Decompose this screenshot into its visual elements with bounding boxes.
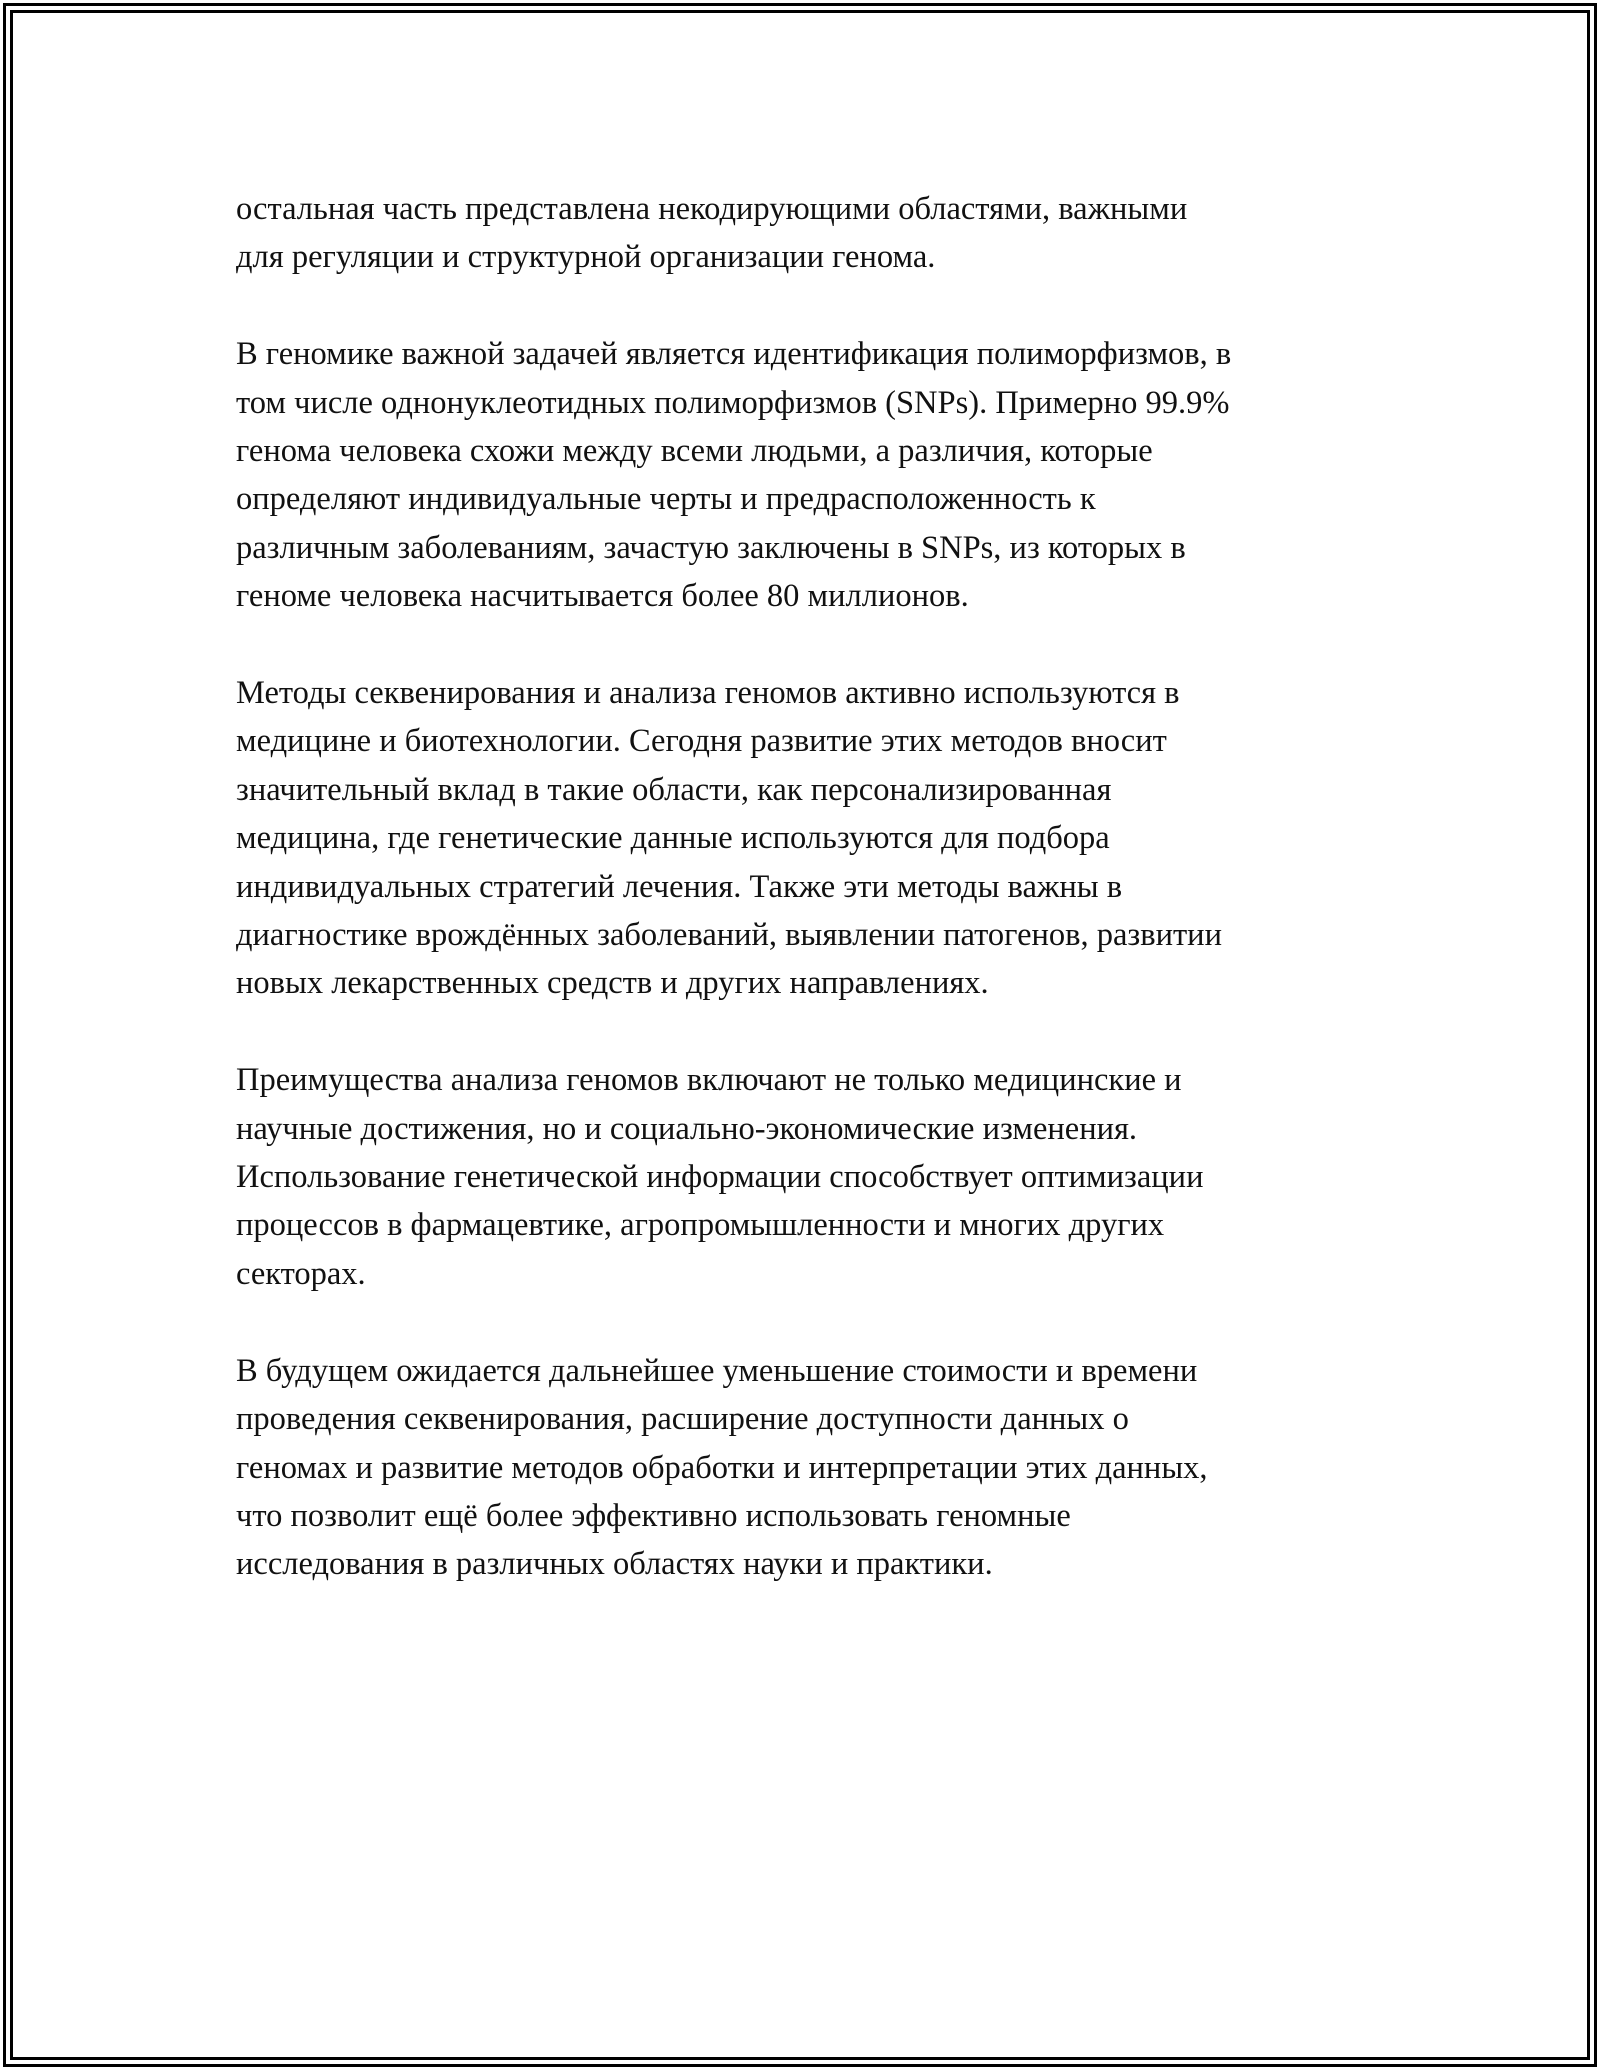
paragraph-snp-polymorphisms: В геномике важной задачей является идентификация полиморфизмов, в том числе однонуклеотидных полиморфизмов (SNPs). Примерно 99.9% генома человека схожи между всеми людьми, а различия, которые определяют индивидуальные черты и предрасположенность к различным заболеваниям, зачастую заключены в SNPs, из которых в геноме человека насчитывается более 80 миллионов. bbox=[236, 336, 1232, 615]
paragraph-sequencing-methods: Методы секвенирования и анализа геномов активно используются в медицине и биотехнологии. Сегодня развитие этих методов вносит значительный вклад в такие области, как персонализированная медицина, где генетические данные используются для подбора индивидуальных стратегий лечения. Также эти методы важны в диагностике врождённых заболеваний, выявлении патогенов, развитии новых лекарственных средств и других направлениях. bbox=[236, 675, 1222, 1002]
paragraph-noncoding-regions: остальная часть представлена некодирующими областями, важными для регуляции и структурной организации генома. bbox=[236, 191, 1188, 276]
document-body bbox=[236, 185, 1386, 1637]
paragraph-future-outlook: В будущем ожидается дальнейшее уменьшение стоимости и времени проведения секвенирования, расширение доступности данных о геномах и развитие методов обработки и интерпретации этих данных, что позволит ещё более эффективно использовать геномные исследования в различных областях науки и практики. bbox=[236, 1352, 1208, 1583]
paragraph-genome-analysis-benefits: Преимущества анализа геномов включают не только медицинские и научные достижения, но и социально-экономические изменения. Использование генетической информации способствует оптимизации процессов в фармацевтике, агропромышленности и многих других секторах. bbox=[236, 1062, 1204, 1292]
